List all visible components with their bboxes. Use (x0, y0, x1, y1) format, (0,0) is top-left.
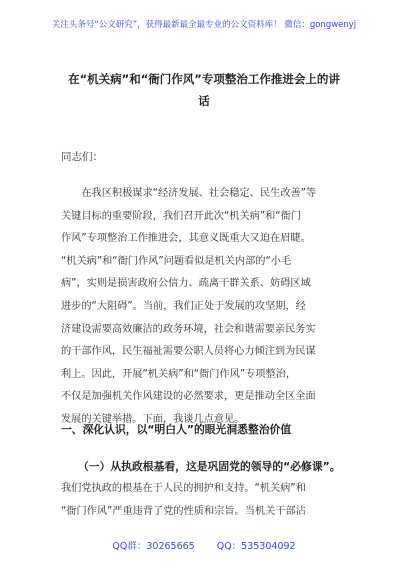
section-paragraph (61, 478, 359, 523)
paragraph-line: 不仅是加强机关作风建设的必然要求，更是推动全区全面 (61, 391, 316, 403)
paragraph-line: 的干部作风，民生福祉需要公职人员将心力倾注到为民谋 (61, 346, 316, 358)
paragraph-line: 发展的关键举措。下面，我谈几点意见。 (61, 413, 245, 425)
title-line-2: 话 (198, 94, 210, 108)
salutation: 同志们： (61, 151, 103, 163)
footer-qq-number: QQ：535304092 (216, 541, 296, 552)
paragraph-line: 进步的“大阻碍”。当前，我们正处于发展的攻坚期，经 (61, 300, 306, 312)
title-line-1: 在“机关病”和“衙门作风”专项整治工作推进会上的讲 (68, 72, 340, 86)
paragraph-line: “衙门作风”严重违背了党的性质和宗旨。当机关干部沾 (61, 505, 306, 517)
footer-contact (0, 538, 408, 552)
paragraph-line: 利上。因此，开展“机关病”和“衙门作风”专项整治， (61, 368, 297, 380)
paragraph-line: 病”，实则是损害政府公信力、疏离干群关系、妨碍区域 (61, 278, 311, 290)
paragraph-line: 关键目标的重要阶段，我们召开此次“机关病”和“衙门 (61, 210, 301, 222)
paragraph-line: 在我区积极谋求“经济发展、社会稳定、民生改善”等 (61, 188, 317, 199)
paragraph-line: “机关病”和“衙门作风”问题看似是机关内部的“小毛 (61, 255, 292, 267)
paragraph-line: 济建设需要高效廉洁的政务环境，社会和谐需要亲民务实 (61, 323, 316, 335)
sub-heading: （一）从执政根基看，这是巩固党的领导的“必修课”。 (78, 460, 341, 473)
paragraph-line: 作风”专项整治工作推进会，其意义既重大又迫在眉睫。 (61, 233, 311, 245)
footer-qq-group: QQ群：30265665 (112, 541, 195, 552)
document-title (40, 68, 368, 112)
section-heading: 一、深化认识，以“明白人”的眼光洞悉整治价值 (61, 423, 292, 436)
paragraph-line: 我们党执政的根基在于人民的拥护和支持。“机关病”和 (61, 483, 306, 494)
intro-paragraph (61, 183, 359, 432)
header-promo-note: 关注头条号“公文研究”，获得最新最全最专业的公文资料库！ 微信：gongwenyj (51, 20, 357, 30)
